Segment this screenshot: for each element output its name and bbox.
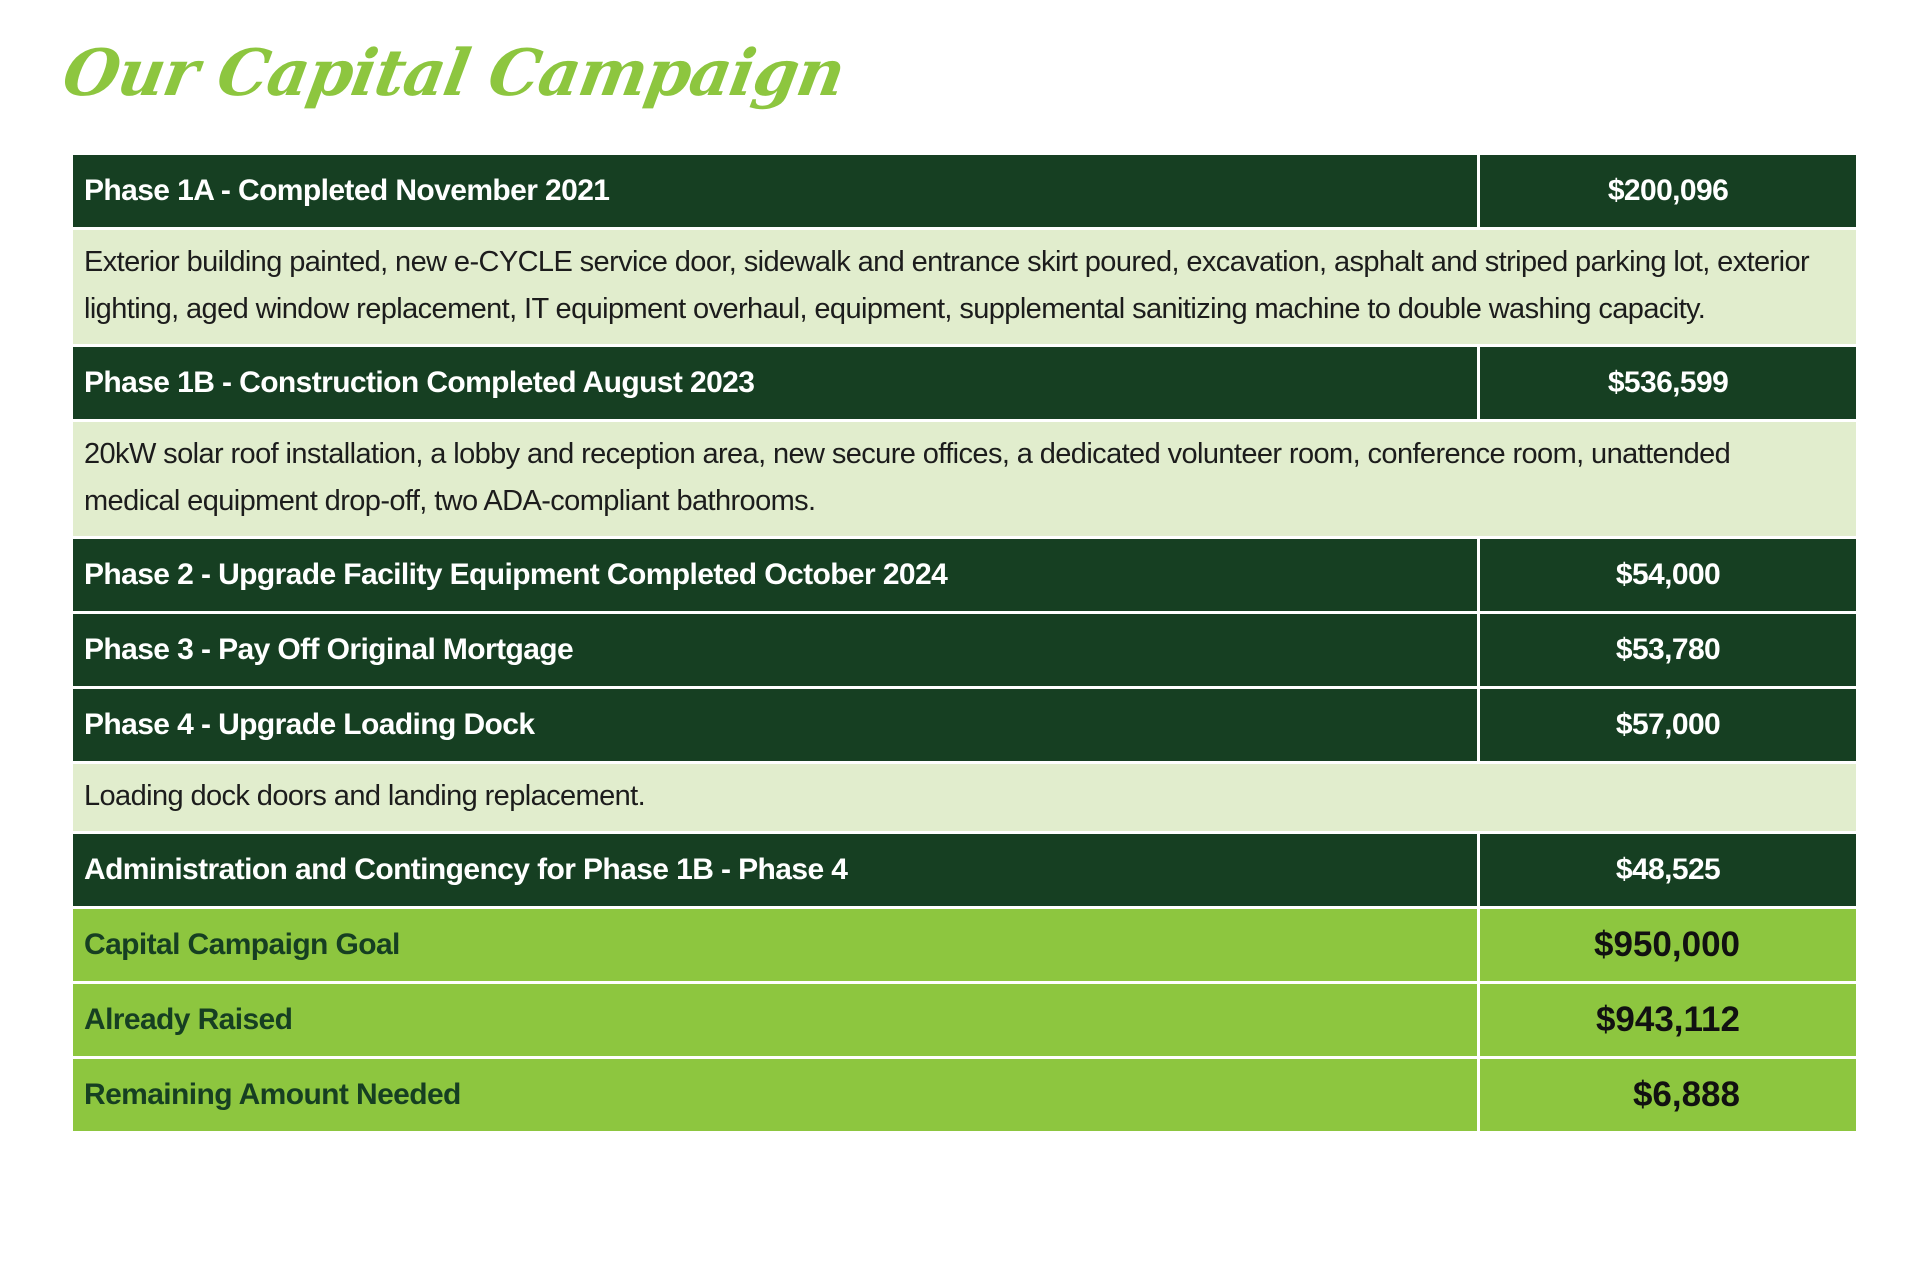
phase-1b-description: 20kW solar roof installation, a lobby and reception area, new secure offices, a dedicated volunteer room, conference room, unattended medical equipment drop-off, two ADA-compliant bathrooms.: [73, 422, 1856, 536]
phase-1a-description: Exterior building painted, new e-CYCLE service door, sidewalk and entrance skirt poured, excavation, asphalt and striped parking lot, exterior lighting, aged window replacement, IT equipment overhaul, equipment, supplemental sanitizing machine to double washing capacity.: [73, 230, 1856, 344]
admin-row: [73, 834, 1856, 906]
phase-3-row: [73, 614, 1856, 686]
phase-3-label: Phase 3 - Pay Off Original Mortgage: [73, 614, 1477, 686]
raised-row: [73, 984, 1856, 1056]
remaining-amount: $6,888: [1480, 1059, 1856, 1131]
phase-1a-amount: $200,096: [1480, 155, 1856, 227]
phase-1b-label: Phase 1B - Construction Completed August 2023: [73, 347, 1477, 419]
phase-4-description: Loading dock doors and landing replacement.: [73, 764, 1856, 831]
raised-label: Already Raised: [73, 984, 1477, 1056]
phase-4-label: Phase 4 - Upgrade Loading Dock: [73, 689, 1477, 761]
campaign-table: [73, 155, 1856, 1134]
remaining-row: [73, 1059, 1856, 1131]
admin-amount: $48,525: [1480, 834, 1856, 906]
phase-3-amount: $53,780: [1480, 614, 1856, 686]
phase-1a-label: Phase 1A - Completed November 2021: [73, 155, 1477, 227]
phase-2-label: Phase 2 - Upgrade Facility Equipment Completed October 2024: [73, 539, 1477, 611]
phase-1b-amount: $536,599: [1480, 347, 1856, 419]
phase-2-row: [73, 539, 1856, 611]
admin-label: Administration and Contingency for Phase 1B - Phase 4: [73, 834, 1477, 906]
raised-amount: $943,112: [1480, 984, 1856, 1056]
phase-4-amount: $57,000: [1480, 689, 1856, 761]
goal-row: [73, 909, 1856, 981]
phase-1a-row: [73, 155, 1856, 227]
goal-label: Capital Campaign Goal: [73, 909, 1477, 981]
remaining-label: Remaining Amount Needed: [73, 1059, 1477, 1131]
goal-amount: $950,000: [1480, 909, 1856, 981]
phase-1b-row: [73, 347, 1856, 419]
phase-2-amount: $54,000: [1480, 539, 1856, 611]
page-title: Our Capital Campaign: [57, 36, 850, 111]
phase-4-row: [73, 689, 1856, 761]
